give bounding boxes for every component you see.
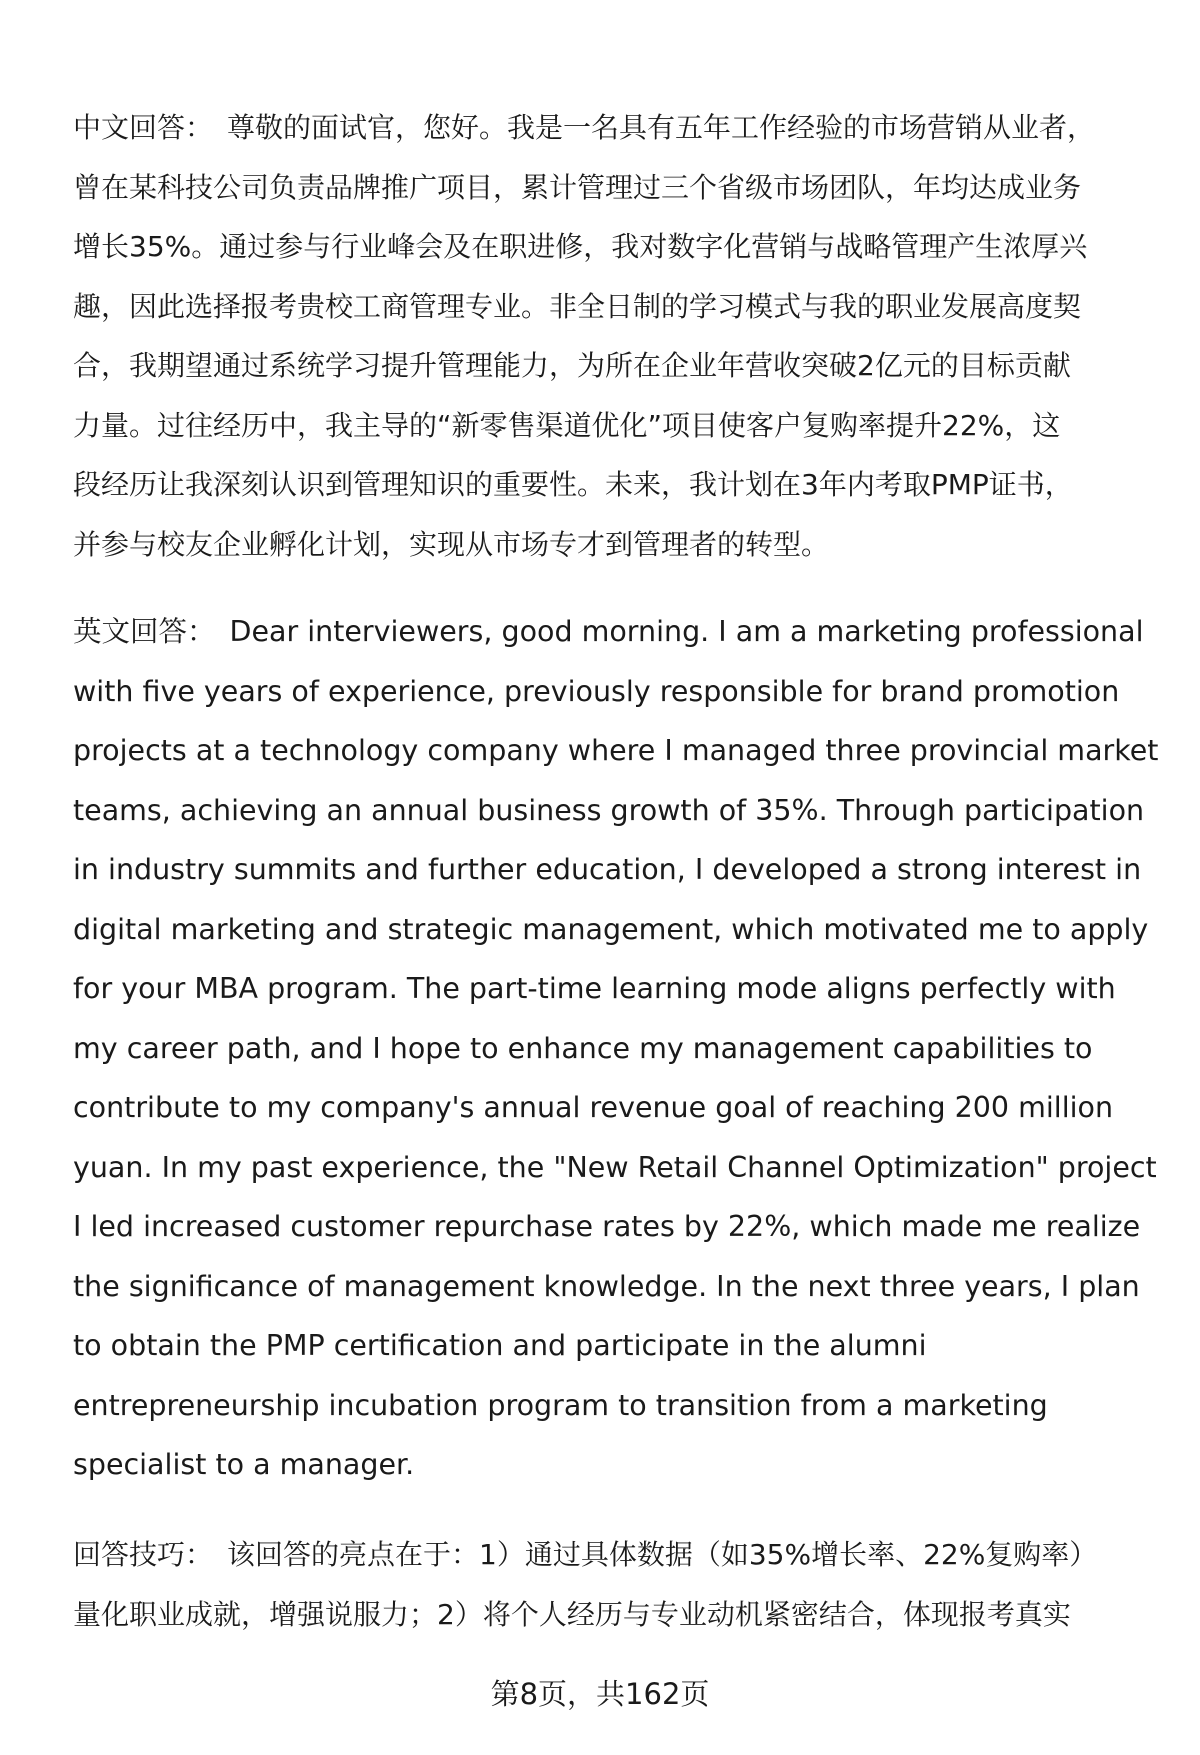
- line-text: 尊敬的面试官，您好。我是一名具有五年工作经验的市场营销从业者，: [227, 111, 1096, 144]
- text-line: 量化职业成就，增强说服力；2）将个人经历与专业动机紧密结合，体现报考真实: [73, 1597, 1071, 1631]
- text-line: the significance of management knowledge. In the next three years, I plan: [73, 1269, 1140, 1303]
- tips-label: 回答技巧：: [73, 1538, 214, 1571]
- text-line: with five years of experience, previously responsible for brand promotion: [73, 674, 1120, 708]
- text-line: 曾在某科技公司负责品牌推广项目，累计管理过三个省级市场团队，年均达成业务: [73, 170, 1082, 204]
- answer-tips: [73, 1525, 1163, 1644]
- text-line: yuan. In my past experience, the "New Retail Channel Optimization" project: [73, 1150, 1157, 1184]
- text-line: [73, 1525, 1163, 1585]
- line-text: Dear interviewers, good morning. I am a marketing professional: [229, 615, 1144, 648]
- text-line: 趣，因此选择报考贵校工商管理专业。非全日制的学习模式与我的职业发展高度契: [73, 289, 1082, 323]
- text-line: specialist to a manager.: [73, 1448, 415, 1481]
- text-line: in industry summits and further education, I developed a strong interest in: [73, 853, 1142, 886]
- text-line: I led increased customer repurchase rates by 22%, which made me realize: [73, 1210, 1141, 1243]
- line-text: 该回答的亮点在于：1）通过具体数据（如35%增长率、22%复购率）: [227, 1538, 1098, 1571]
- text-line: entrepreneurship incubation program to transition from a marketing: [73, 1388, 1048, 1422]
- english-answer: [73, 602, 1163, 1495]
- chinese-answer-label: 中文回答：: [73, 111, 214, 144]
- text-line: digital marketing and strategic management, which motivated me to apply: [73, 912, 1149, 946]
- text-line: 力量。过往经历中，我主导的“新零售渠道优化”项目使客户复购率提升22%，这: [73, 408, 1061, 442]
- text-line: [73, 602, 1163, 662]
- text-line: [73, 98, 1163, 158]
- text-line: 段经历让我深刻认识到管理知识的重要性。未来，我计划在3年内考取PMP证书，: [73, 468, 1073, 501]
- text-line: to obtain the PMP certification and participate in the alumni: [73, 1329, 927, 1362]
- text-line: teams, achieving an annual business growth of 35%. Through participation: [73, 793, 1145, 827]
- chinese-answer: [73, 98, 1163, 574]
- text-line: 增长35%。通过参与行业峰会及在职进修，我对数字化营销与战略管理产生浓厚兴: [73, 230, 1088, 263]
- text-line: 并参与校友企业孵化计划，实现从市场专才到管理者的转型。: [73, 527, 830, 561]
- page-indicator: 第8页，共162页: [490, 1677, 710, 1711]
- text-line: 合，我期望通过系统学习提升管理能力，为所在企业年营收突破2亿元的目标贡献: [73, 349, 1071, 382]
- text-line: contribute to my company's annual revenue goal of reaching 200 million: [73, 1091, 1114, 1124]
- text-line: for your MBA program. The part-time learning mode aligns perfectly with: [73, 972, 1116, 1005]
- text-line: projects at a technology company where I managed three provincial market: [73, 734, 1159, 767]
- english-answer-label: 英文回答：: [73, 615, 216, 648]
- text-line: my career path, and I hope to enhance my management capabilities to: [73, 1031, 1093, 1065]
